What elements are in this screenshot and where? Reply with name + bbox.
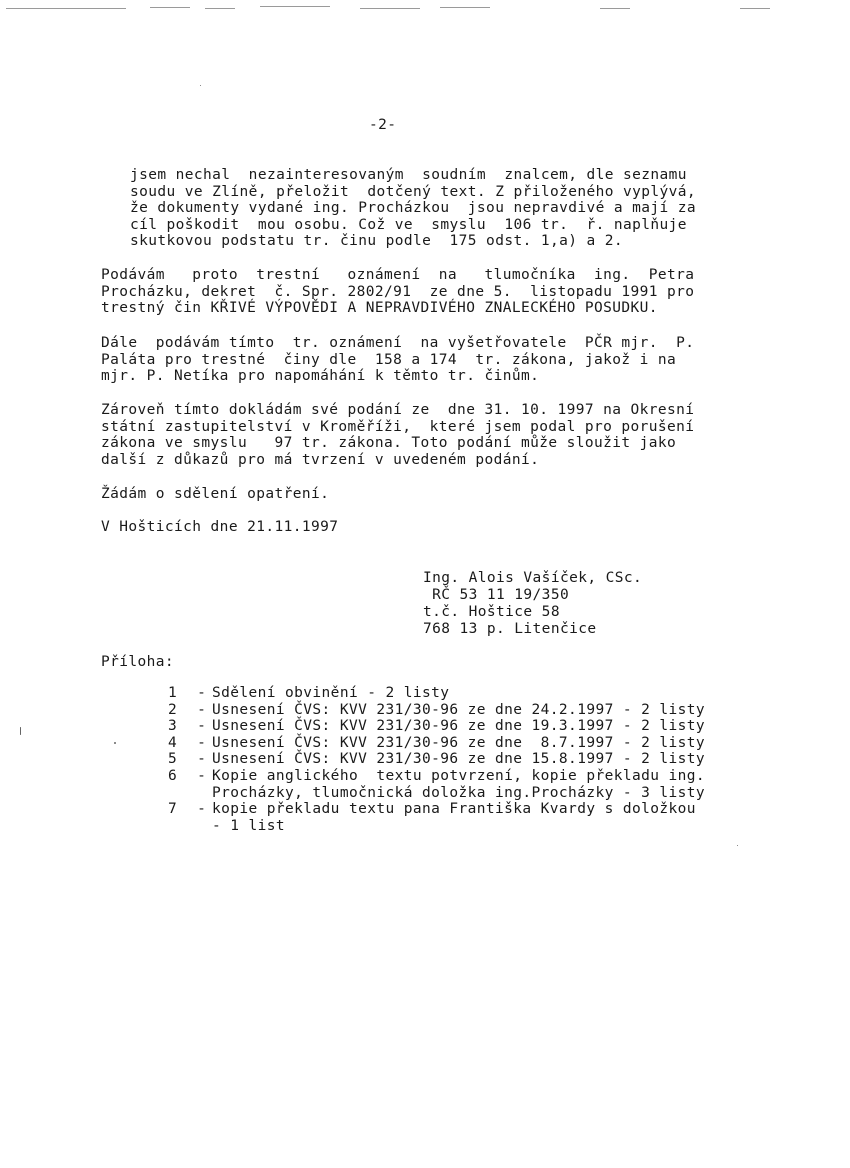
paragraph-line: soudu ve Zlíně, přeložit dotčený text. Z přiloženého vyplývá, xyxy=(130,183,697,200)
paragraph-line: Dále podávám tímto tr. oznámení na vyšetřovatele PČR mjr. P. xyxy=(101,335,695,351)
attachment-number xyxy=(168,818,188,835)
scan-noise-top xyxy=(0,0,850,14)
attachment-dash: - xyxy=(188,801,207,818)
attachment-text: Usnesení ČVS: KVV 231/30-96 ze dne 15.8.1997 - 2 listy xyxy=(212,751,706,768)
attachment-number: 5 xyxy=(168,751,178,768)
attachment-dash xyxy=(188,785,212,802)
attachment-dash xyxy=(188,818,212,835)
paragraph-4 xyxy=(101,402,761,468)
paragraph-line: Zároveň tímto dokládám své podání ze dne 31. 10. 1997 na Okresní xyxy=(101,402,695,418)
attachment-text: Kopie anglického textu potvrzení, kopie překladu ing. xyxy=(212,767,706,784)
attachment-item xyxy=(168,818,768,835)
signature-line: t.č. Hoštice 58 xyxy=(423,604,560,620)
scan-speck xyxy=(200,85,201,86)
attachment-item xyxy=(168,801,768,818)
paragraph-line: Paláta pro trestné činy dle 158 a 174 tr. zákona, jakož i na xyxy=(101,351,677,368)
attachment-number: 6 xyxy=(168,767,178,784)
attachment-number: 4 xyxy=(168,734,178,751)
paragraph-line: Podávám proto trestní oznámení na tlumočníka ing. Petra xyxy=(101,267,695,283)
attachment-item xyxy=(168,785,768,802)
attachment-number: 1 xyxy=(168,685,178,701)
attachment-dash: - xyxy=(188,751,207,768)
attachment-number: 7 xyxy=(168,801,178,818)
signature-block xyxy=(423,570,642,638)
scan-speck xyxy=(114,742,116,744)
attachment-number: 3 xyxy=(168,718,178,735)
signature-line: Ing. Alois Vašíček, CSc. xyxy=(423,570,643,586)
paragraph-line: že dokumenty vydané ing. Procházkou jsou nepravdivé a mají za xyxy=(130,200,697,217)
attachment-text: Usnesení ČVS: KVV 231/30-96 ze dne 8.7.1997 - 2 listy xyxy=(212,734,706,751)
paragraph-line: trestný čin KŘIVÉ VÝPOVĚDI A NEPRAVDIVÉHO ZNALECKÉHO POSUDKU. xyxy=(101,300,658,317)
scan-speck xyxy=(20,727,21,735)
attachment-text: Procházky, tlumočnická doložka ing.Procházky - 3 listy xyxy=(212,784,706,801)
paragraph-line: Procházku, dekret č. Spr. 2802/91 ze dne 5. listopadu 1991 pro xyxy=(101,283,695,300)
paragraph-line: jsem nechal nezainteresovaným soudním znalcem, dle seznamu xyxy=(130,167,687,183)
paragraph-line: cíl poškodit mou osobu. Což ve smyslu 106 tr. ř. naplňuje xyxy=(130,216,687,233)
attachment-text: Sdělení obvinění - 2 listy xyxy=(212,685,450,701)
paragraph-3 xyxy=(101,335,761,385)
paragraph-line: zákona ve smyslu 97 tr. zákona. Toto podání může sloužit jako xyxy=(101,435,677,452)
attachment-number xyxy=(168,785,188,802)
attachment-text: - 1 list xyxy=(212,817,286,834)
attachment-dash: - xyxy=(188,701,207,718)
attachment-text: kopie překladu textu pana Františka Kvardy s doložkou xyxy=(212,801,696,818)
page-number: -2- xyxy=(369,117,397,133)
paragraph-line: skutkovou podstatu tr. činu podle 175 odst. 1,a) a 2. xyxy=(130,233,624,250)
place-date-line: V Hošticích dne 21.11.1997 xyxy=(101,519,339,535)
attachment-item xyxy=(168,702,768,719)
attachment-text: Usnesení ČVS: KVV 231/30-96 ze dne 24.2.1997 - 2 listy xyxy=(212,701,706,718)
scan-speck xyxy=(737,845,738,846)
attachments-label: Příloha: xyxy=(101,654,175,670)
paragraph-2 xyxy=(101,267,761,317)
signature-line: RČ 53 11 19/350 xyxy=(423,587,570,603)
attachment-item xyxy=(168,718,768,735)
attachment-dash: - xyxy=(188,734,207,751)
attachment-text: Usnesení ČVS: KVV 231/30-96 ze dne 19.3.1997 - 2 listy xyxy=(212,718,706,735)
signature-line: 768 13 p. Litenčice xyxy=(423,621,597,637)
request-line: Žádám o sdělení opatření. xyxy=(101,486,330,502)
attachment-dash: - xyxy=(188,767,207,784)
attachment-item xyxy=(168,768,768,785)
paragraph-line: další z důkazů pro má tvrzení v uvedeném podání. xyxy=(101,451,540,468)
attachment-item xyxy=(168,751,768,768)
attachment-item xyxy=(168,735,768,752)
attachment-number: 2 xyxy=(168,701,178,718)
paragraph-line: mjr. P. Netíka pro napomáhání k těmto tr. činům. xyxy=(101,368,540,385)
attachments-list xyxy=(168,685,768,834)
attachment-dash: - xyxy=(188,718,207,735)
paragraph-line: státní zastupitelství v Kroměříži, které jsem podal pro porušení xyxy=(101,418,695,435)
paragraph-1 xyxy=(130,167,790,250)
attachment-dash: - xyxy=(188,685,207,701)
attachment-item xyxy=(168,685,768,702)
